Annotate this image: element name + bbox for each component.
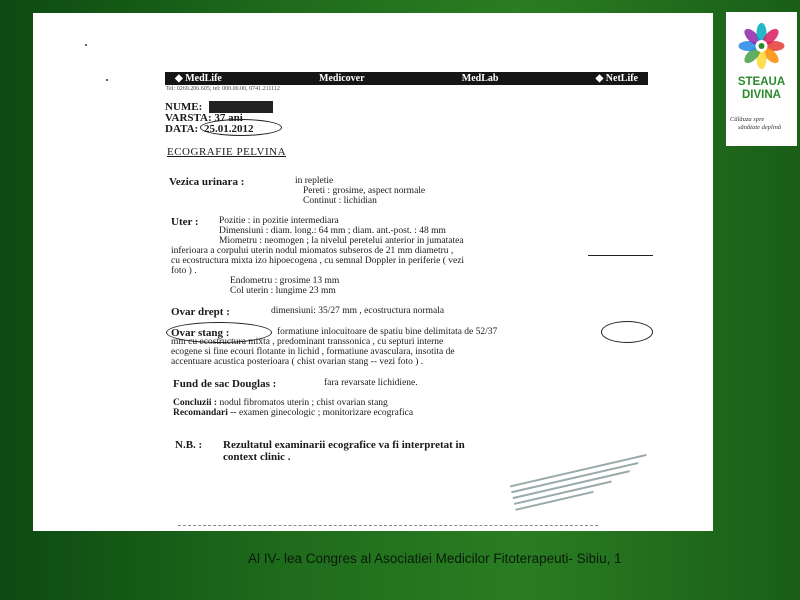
brand-name-line1: STEAUA (737, 76, 786, 88)
report-header-bar (165, 72, 648, 85)
date-row: DATA: 25.01.2012 (165, 123, 254, 135)
brand-tagline-line1: Călăuza spre (730, 116, 765, 123)
conclusion-row: Concluzii : nodul fibromatos uterin ; chist ovarian stang (173, 398, 388, 408)
header-brand-medlab: MedLab (461, 73, 499, 84)
left-ovary-line: accentuare acustica posterioara ( chist ovarian stang -- vezi foto ) . (171, 357, 424, 367)
uterus-line: Miometru : neomogen ; la nivelul peretelui anterior in jumatatea (219, 236, 464, 246)
fibroid-size-underline (588, 255, 653, 256)
brand-name-line2: DIVINA (742, 89, 781, 101)
uterus-line: cu ecostructura mixta izo hipoecogena , cu semnal Doppler in periferie ( vezi (171, 256, 465, 266)
bladder-line: in repletie (295, 176, 334, 186)
scanned-ultrasound-report (33, 13, 713, 531)
brand-tagline-line2: sănătate deplină (738, 124, 782, 131)
section-label-right-ovary: Ovar drept : (171, 306, 230, 318)
footer-caption: Al IV- lea Congres al Asociatiei Medicilor Fitoterapeuti- Sibiu, 1 (248, 551, 622, 566)
uterus-line: Endometru : grosime 13 mm (230, 276, 340, 286)
stamp-illegible (510, 452, 666, 530)
patient-name-row: NUME: Tatea Nistoru (165, 101, 274, 113)
recommendation-row: Recomandari -- examen ginecologic ; monitorizare ecografica (173, 408, 414, 418)
nb-line: context clinic . (223, 451, 291, 463)
exam-title: ECOGRAFIE PELVINA (167, 146, 287, 158)
uterus-line: inferioara a corpului uterin nodul miomatos subseros de 21 mm diametru , (171, 246, 454, 256)
section-label-uterus: Uter : (171, 216, 199, 228)
header-contact: Tel: 0269.206.605; tel: 000.00.00, 0741.211112 (166, 86, 280, 92)
nb-label: N.B. : (175, 439, 203, 451)
conclusion-text: nodul fibromatos uterin ; chist ovarian stang (219, 398, 388, 408)
section-label-left-ovary: Ovar stang : (171, 327, 230, 339)
uterus-line: Pozitie : in pozitie intermediara (219, 216, 339, 226)
patient-age: 37 ani (214, 112, 243, 124)
star-flower-icon (735, 20, 788, 72)
right-ovary-line: dimensiuni: 35/27 mm , ecostructura normala (271, 306, 445, 316)
left-ovary-line: mm cu ecostructura mixta , predominant transsonica , cu septuri interne (171, 337, 444, 347)
date-circle-annotation (200, 119, 282, 136)
bladder-line: Continut : lichidian (303, 196, 377, 206)
left-ovary-line: ecogene si fine ecouri flotante in lichid , formatiune avasculara, insotita de (171, 347, 455, 357)
section-label-bladder: Vezica urinara : (169, 176, 245, 188)
steaua-divina-logo (726, 12, 797, 146)
douglas-line: fara revarsate lichidiene. (324, 378, 418, 388)
age-row: VARSTA: 37 ani (165, 112, 243, 124)
section-label-douglas: Fund de sac Douglas : (173, 378, 277, 390)
uterus-line: foto ) . (171, 266, 197, 276)
nb-line: Rezultatul examinarii ecografice va fi interpretat in (223, 439, 465, 451)
header-brand-medlife: ◆ MedLife (175, 73, 222, 84)
uterus-line: Col uterin : lungime 23 mm (230, 286, 336, 296)
uterus-line: Dimensiuni : diam. long.: 64 mm ; diam. ant.-post. : 48 mm (219, 226, 446, 236)
recommendation-text: examen ginecologic ; monitorizare ecografica (238, 408, 414, 418)
patient-name-redacted: Tatea Nistoru (209, 101, 274, 113)
exam-date: 25.01.2012 (203, 123, 254, 135)
bladder-line: Pereti : grosime, aspect normale (303, 186, 426, 196)
cyst-size-circle-annotation (601, 321, 653, 343)
bottom-scan-line (178, 525, 598, 526)
header-brand-netlife: ◆ NetLife (595, 73, 638, 84)
logo-center (759, 43, 765, 49)
left-ovary-line: formatiune inlocuitoare de spatiu bine delimitata de 52/37 (277, 327, 498, 337)
header-brand-medicover: Medicover (319, 73, 365, 84)
